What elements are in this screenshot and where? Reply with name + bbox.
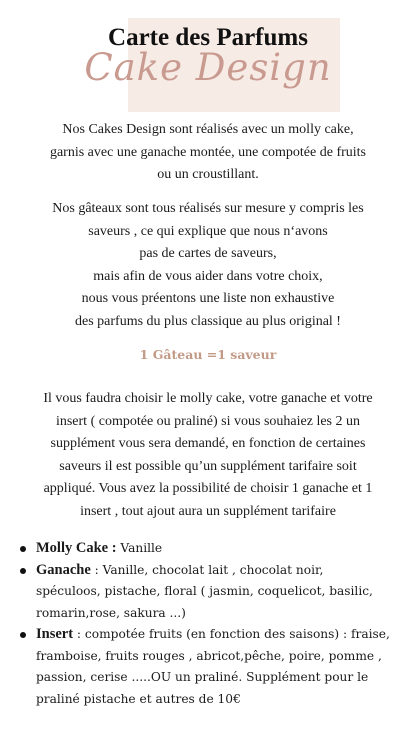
list-item-molly-cake bbox=[20, 538, 416, 560]
page-title: Carte des Parfums bbox=[108, 24, 308, 51]
list-item-text: praliné pistache et autres de 10€ bbox=[36, 691, 241, 706]
rules-line: insert , tout ajout aura un supplément tarifaire bbox=[80, 503, 336, 519]
script-subtitle: Cake Design bbox=[84, 46, 332, 89]
list-item-line bbox=[36, 624, 416, 646]
rules-line: Il vous faudra choisir le molly cake, votre ganache et votre bbox=[43, 391, 373, 406]
list-item-text: romarin,rose, sakura ...) bbox=[36, 605, 186, 620]
list-item-text: : compotée fruits (en fonction des saisons) : fraise, bbox=[73, 627, 390, 641]
list-item-text: passion, cerise .....OU un praliné. Supplément pour le bbox=[36, 670, 369, 684]
custom-line: nous vous préentons une liste non exhaustive bbox=[81, 291, 335, 306]
rules-line: saveurs il est possible qu’un supplément tarifaire soit bbox=[59, 458, 357, 474]
custom-line: pas de cartes de saveurs, bbox=[139, 246, 277, 261]
list-item-ganache bbox=[20, 560, 416, 625]
rules-paragraph bbox=[10, 388, 406, 523]
highlight-rule: 1 Gâteau =1 saveur bbox=[139, 347, 277, 362]
list-item-insert bbox=[20, 624, 416, 710]
bullet-icon bbox=[20, 632, 26, 638]
bullet-icon bbox=[20, 546, 26, 552]
list-item-label: Molly Cake : bbox=[36, 540, 117, 556]
rules-line: supplément vous sera demandé, en fonction de certaines bbox=[50, 436, 366, 451]
custom-line: des parfums du plus classique au plus original ! bbox=[75, 313, 341, 329]
intro-line: garnis avec une ganache montée, une compotée de fruits bbox=[49, 144, 367, 160]
bullet-icon bbox=[20, 568, 26, 574]
list-item-text: Vanille bbox=[116, 541, 163, 555]
list-item-line bbox=[36, 560, 416, 582]
rules-line: appliqué. Vous avez la possibilité de choisir 1 ganache et 1 bbox=[43, 481, 373, 496]
flavor-list bbox=[20, 538, 416, 710]
custom-paragraph bbox=[10, 198, 406, 333]
intro-line: ou un croustillant. bbox=[157, 167, 259, 182]
custom-line: mais afin de vous aider dans votre choix, bbox=[93, 268, 323, 284]
list-item-label: Insert bbox=[36, 626, 74, 642]
intro-line: Nos Cakes Design sont réalisés avec un molly cake, bbox=[62, 122, 354, 137]
intro-paragraph bbox=[10, 119, 406, 187]
list-item-text: spéculoos, pistache, floral ( jasmin, coquelicot, basilic, bbox=[36, 584, 373, 598]
list-item-text: framboise, fruits rouges , abricot,pêche, poire, pomme , bbox=[36, 648, 382, 663]
rules-line: insert ( compotée ou praliné) si vous souhaiez les 2 un bbox=[55, 413, 361, 429]
custom-line: Nos gâteaux sont tous réalisés sur mesure y compris les bbox=[52, 201, 364, 216]
list-item-line bbox=[36, 538, 416, 560]
list-item-label: Ganache bbox=[36, 561, 91, 578]
custom-line: saveurs , ce qui explique que nous n‘avons bbox=[88, 223, 328, 239]
list-item-text: : Vanille, chocolat lait , chocolat noir, bbox=[90, 562, 324, 577]
